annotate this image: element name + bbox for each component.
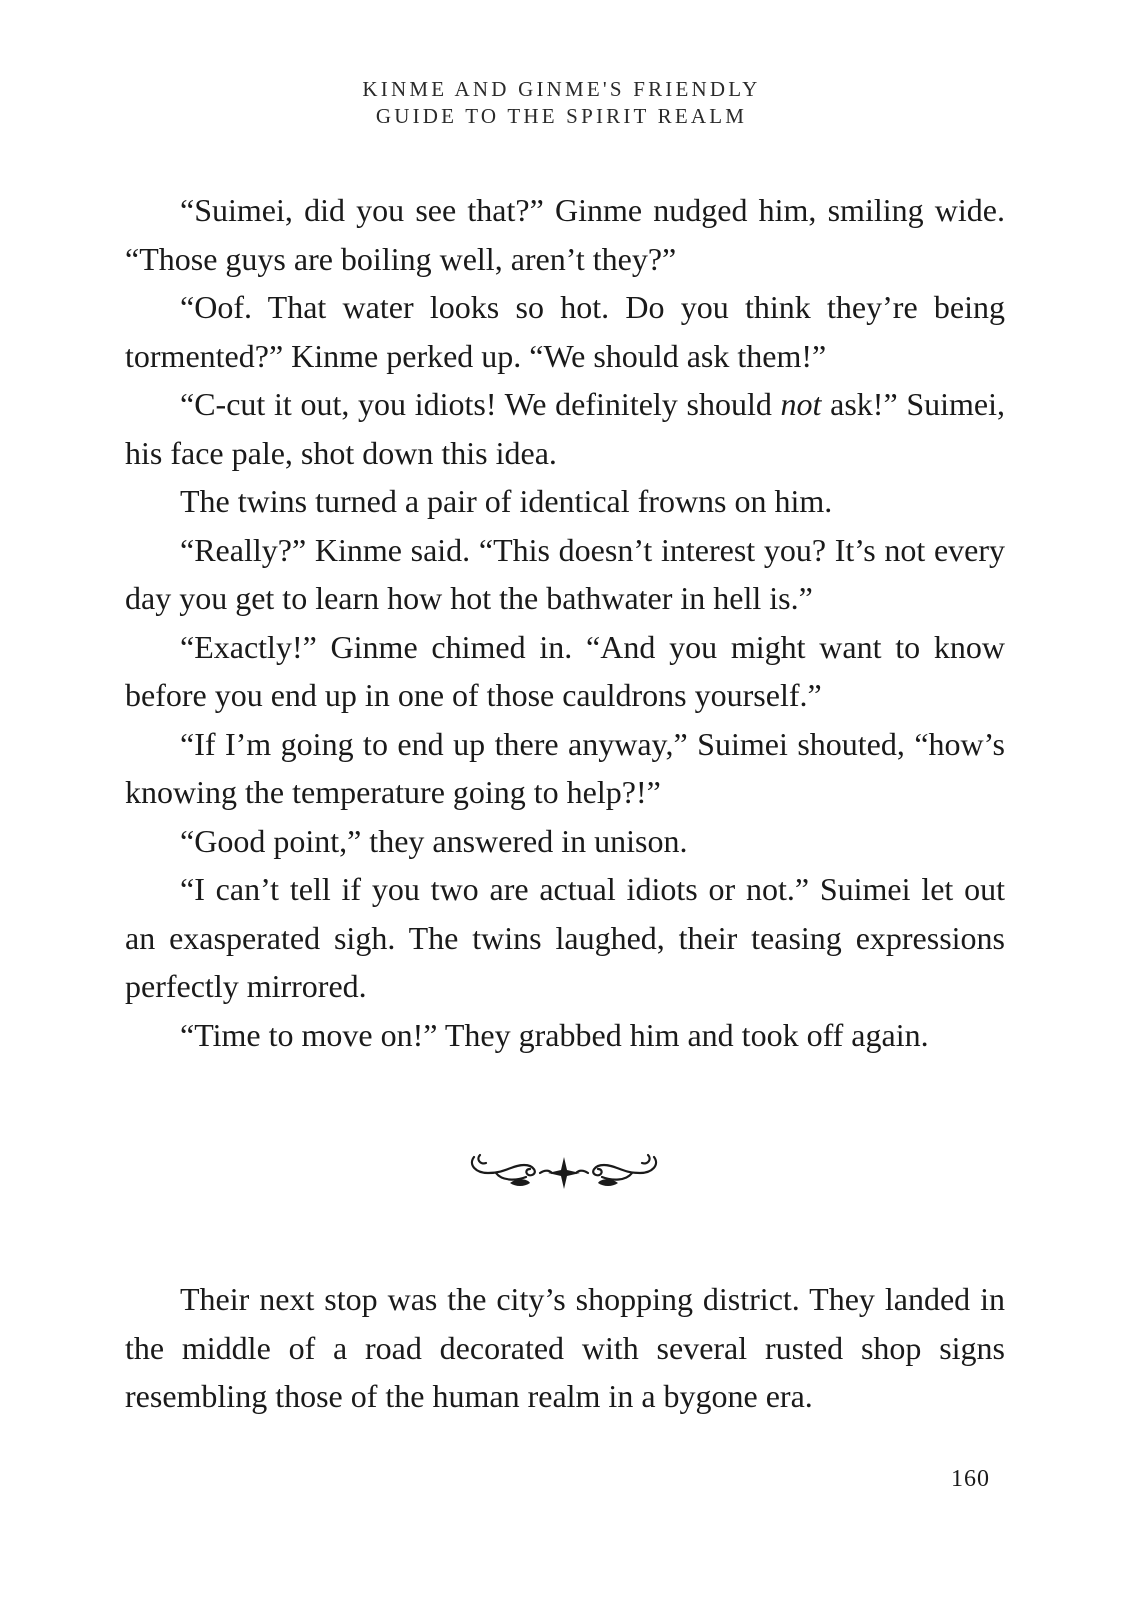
running-head xyxy=(0,76,1123,130)
running-head-line-1: KINME AND GINME'S FRIENDLY xyxy=(362,77,761,101)
paragraph: “I can’t tell if you two are actual idiots or not.” Suimei let out an exasperated sigh. The twins laughed, their teasing expressions perfectly mirrored. xyxy=(125,871,1005,1004)
paragraph: “Oof. That water looks so hot. Do you think they’re being tormented?” Kinme perked up. “We should ask them!” xyxy=(125,289,1005,374)
paragraph: Their next stop was the city’s shopping district. They landed in the middle of a road decorated with several rusted shop signs resembling those of the human realm in a bygone era. xyxy=(125,1281,1005,1414)
running-head-line-2: GUIDE TO THE SPIRIT REALM xyxy=(375,104,748,128)
paragraph: “Time to move on!” They grabbed him and took off again. xyxy=(180,1016,929,1053)
paragraph: “If I’m going to end up there anyway,” Suimei shouted, “how’s knowing the temperature going to help?!” xyxy=(125,725,1005,810)
paragraph xyxy=(125,380,1005,477)
body-text-after-break xyxy=(125,1275,1005,1421)
paragraph: “Exactly!” Ginme chimed in. “And you might want to know before you end up in one of those cauldrons yourself.” xyxy=(125,628,1005,713)
paragraph: “Really?” Kinme said. “This doesn’t interest you? It’s not every day you get to learn how hot the bathwater in hell is.” xyxy=(125,531,1005,616)
paragraph-text: “C-cut it out, you idiots! We definitely should xyxy=(180,386,781,422)
paragraph: “Suimei, did you see that?” Ginme nudged him, smiling wide. “Those guys are boiling well, aren’t they?” xyxy=(125,192,1005,277)
flourish-divider-icon xyxy=(466,1143,662,1199)
body-text xyxy=(125,186,1005,1059)
page-number: 160 xyxy=(951,1466,990,1492)
paragraph: The twins turned a pair of identical frowns on him. xyxy=(180,483,833,519)
paragraph-text: ask!” Suimei, his face pale, shot down this idea. xyxy=(125,386,1006,471)
emphasized-word: not xyxy=(780,386,822,422)
paragraph: “Good point,” they answered in unison. xyxy=(180,822,688,859)
